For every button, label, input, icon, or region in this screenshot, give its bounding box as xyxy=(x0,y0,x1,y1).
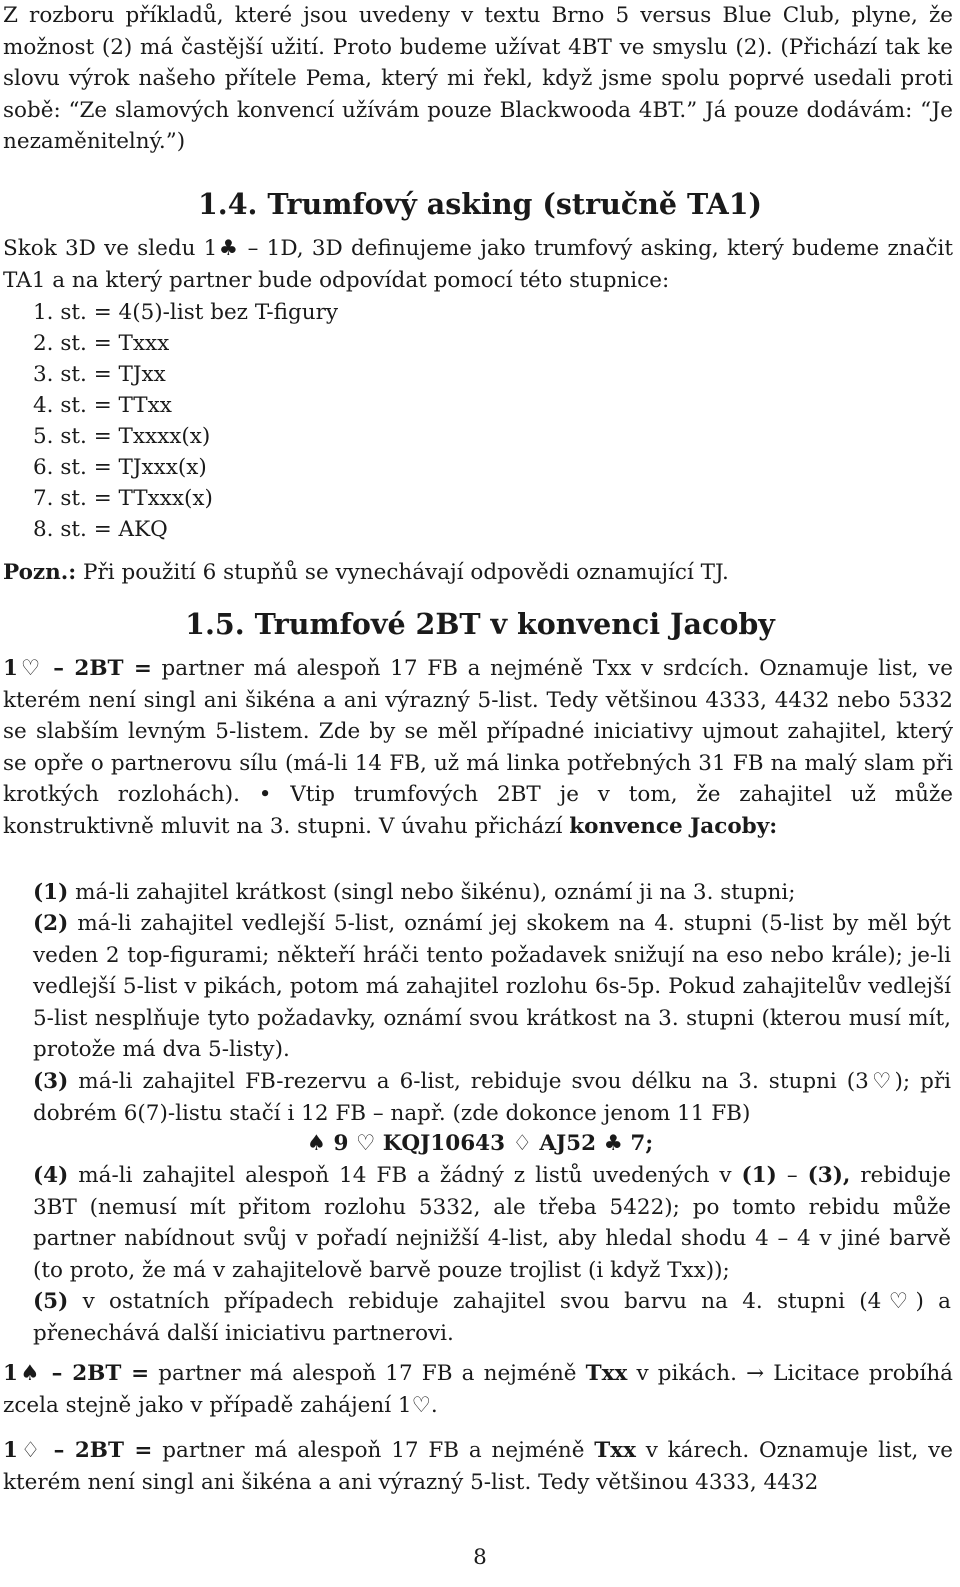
item-label: (3) xyxy=(33,1069,69,1094)
page-number: 8 xyxy=(473,1545,487,1570)
ta1-step-list xyxy=(33,297,338,545)
item-label: (5) xyxy=(33,1289,69,1314)
section-heading-1-5: 1.5. Trumfové 2BT v konvenci Jacoby xyxy=(185,607,775,641)
item-text: rebiduje 3BT (nemusí mít přitom rozlohu 5332, ale třeba 5422); po tomto rebidu může partner nabídnout svůj v pořadí nejnižší 4-list, aby hledal shodu 4 – 4 v jiné barvě (to proto, že má v zahajitelově barvě pouze trojlist (i když Txx)); xyxy=(33,1163,951,1283)
item-text: má-li zahajitel vedlejší 5-list, oznámí jej skokem na 4. stupni (5-list by měl být veden 2 top-figurami; někteří hráči tento požadavek snižují na eso nebo krále); je-li vedlejší 5-list v pikách, potom má zahajitel rozlohu 6s-5p. Pokud zahajitelův vedlejší 5-list nesplňuje tyto požadavky, oznámí svou krátkost na 3. stupni (kterou musí mít, protože má dva 5-listy). xyxy=(33,911,951,1062)
jacoby-item-4 xyxy=(33,1160,951,1286)
jacoby-paragraph xyxy=(3,653,953,842)
example-hand: ♠ 9 ♡ KQJ10643 ♢ AJ52 ♣ 7; xyxy=(306,1131,654,1156)
item-text: v ostatních případech rebiduje zahajitel svou barvu na 4. stupni (4♡) a přenechává další iniciativu partnerovi. xyxy=(33,1289,951,1346)
list-item: 1. st. = 4(5)-list bez T-figury xyxy=(33,300,339,325)
paragraph-text: v pikách. → Licitace probíhá zcela stejně jako v případě zahájení 1♡. xyxy=(3,1361,953,1418)
list-item: 6. st. = TJxxx(x) xyxy=(33,455,207,480)
paragraph-text: partner má alespoň 17 FB a nejméně Txx v srdcích. Oznamuje list, ve kterém není singl ani šikéna a ani výrazný 5-list. Tedy většinou 4333, 4432 nebo 5332 se slabším levným 5-listem. Zde by se měl případné iniciativy ujmout zahajitel, který se opře o partnerovu sílu (má-li 14 FB, už má linka potřebných 31 FB na malý slam při krotkých rozlohách). • Vtip trumfových 2BT je v tom, že zahajitel už může konstruktivně mluvit na 3. stupni. V úvahu přichází xyxy=(3,656,953,839)
list-item: 7. st. = TTxxx(x) xyxy=(33,486,213,511)
honor-holding: Txx xyxy=(594,1438,636,1463)
jacoby-item-3 xyxy=(33,1066,951,1129)
item-text: má-li zahajitel alespoň 14 FB a žádný z listů uvedených v xyxy=(68,1163,742,1188)
list-item: 4. st. = TTxx xyxy=(33,393,172,418)
convention-name: konvence Jacoby: xyxy=(569,813,778,839)
jacoby-item-5 xyxy=(33,1286,951,1349)
item-ref: (3), xyxy=(807,1163,851,1188)
paragraph-text: v kárech. Oznamuje list, ve kterém není singl ani šikéna a ani výrazný 5-list. Tedy většinou 4333, 4432 xyxy=(3,1438,953,1495)
item-label: (4) xyxy=(33,1163,69,1188)
list-item: 3. st. = TJxx xyxy=(33,362,166,387)
jacoby-item-2 xyxy=(33,908,951,1066)
bid-sequence: 1♠ – 2BT = xyxy=(3,1361,150,1386)
item-text: má-li zahajitel krátkost (singl nebo šikénu), oznámí ji na 3. stupni; xyxy=(68,880,796,905)
ta1-note xyxy=(3,557,953,589)
honor-holding: Txx xyxy=(585,1361,628,1386)
paragraph-text: partner má alespoň 17 FB a nejméně xyxy=(149,1361,586,1386)
list-item: 5. st. = Txxxx(x) xyxy=(33,424,211,449)
note-label: Pozn.: xyxy=(3,560,77,585)
item-label: (2) xyxy=(33,911,69,936)
item-text: – xyxy=(776,1163,808,1188)
paragraph-text: partner má alespoň 17 FB a nejméně xyxy=(152,1438,595,1463)
list-item: 2. st. = Txxx xyxy=(33,331,170,356)
note-text: Při použití 6 stupňů se vynechávají odpovědi oznamující TJ. xyxy=(76,560,729,585)
item-label: (1) xyxy=(33,880,69,905)
bid-sequence: 1♡ – 2BT = xyxy=(3,656,152,681)
list-item: 8. st. = AKQ xyxy=(33,517,168,542)
section-heading-1-4: 1.4. Trumfový asking (stručně TA1) xyxy=(197,187,763,221)
bid-sequence: 1♢ – 2BT = xyxy=(3,1438,153,1463)
spade-paragraph xyxy=(3,1358,953,1421)
item-ref: (1) xyxy=(741,1163,777,1188)
diamond-paragraph xyxy=(3,1435,953,1498)
jacoby-item-1 xyxy=(33,877,951,909)
ta1-intro-paragraph: Skok 3D ve sledu 1♣ – 1D, 3D definujeme jako trumfový asking, který budeme značit TA1 a na který partner bude odpovídat pomocí této stupnice: xyxy=(3,236,953,293)
intro-paragraph: Z rozboru příkladů, které jsou uvedeny v textu Brno 5 versus Blue Club, plyne, že možnost (2) má častější užití. Proto budeme užívat 4BT ve smyslu (2). (Přichází tak ke slovu výrok našeho přítele Pema, který mi řekl, když jsme spolu poprvé usedali proti sobě: “Ze slamových konvencí užívám pouze Blackwooda 4BT.” Já pouze dodávám: “Je nezaměnitelný.”) xyxy=(3,3,953,154)
item-text: má-li zahajitel FB-rezervu a 6-list, rebiduje svou délku na 3. stupni (3♡); při dobrém 6(7)-listu stačí i 12 FB – např. (zde dokonce jenom 11 FB) xyxy=(33,1069,951,1126)
